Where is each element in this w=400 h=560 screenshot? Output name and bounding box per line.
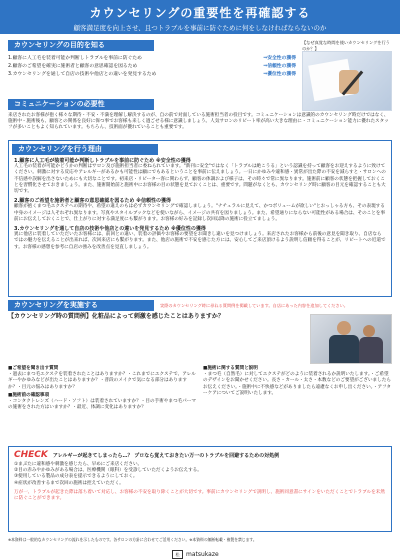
- check-item-2: ②目の赤みやかゆみがある場合は、医療機関（眼科）を受診していただくようお伝えする。: [14, 468, 202, 474]
- question-right: [203, 366, 392, 411]
- purpose-tag-2: ⇒信頼性の獲得: [263, 64, 296, 69]
- left-heading-2: ■施術前の確認事項: [8, 392, 50, 398]
- logo-icon: 松: [172, 550, 183, 559]
- purpose-list: [8, 55, 296, 79]
- purpose-tag-3: ⇒優位性の獲得: [263, 72, 296, 77]
- purpose-item-2: 2.顧客のご希望を確実に施術者と顧客の意思確認を図るため: [8, 64, 138, 69]
- question-left: [8, 366, 203, 411]
- reason-3-heading: 3.カウンセリングを通して自店の技術や他店との違いを発見するため ※優位性の獲得: [14, 226, 206, 233]
- logo-name: matsukaze: [186, 551, 219, 558]
- communication-section: [8, 99, 392, 132]
- check-item-4: ④症状が改善するまで次回の施術は控えていただく。: [14, 480, 124, 486]
- check-title: アレルギーが起きてしまったら…？ プロなら覚えておきたい万一のトラブルを回避するための対処例: [52, 453, 280, 459]
- reason-2-heading: 2.顧客のご希望を施術者と顧客の意思確認を図るため ※信頼性の獲得: [14, 198, 171, 205]
- right-heading: ■施術に関する質問と説明: [203, 366, 258, 371]
- communication-bar: コミュニケーションの必要性: [8, 99, 154, 110]
- practice-bar: カウンセリングを行う理由: [12, 144, 158, 155]
- check-list: [14, 462, 386, 502]
- purpose-item-3: 3.カウンセリングを通して自店の技術や他店との違いを発見するため: [8, 72, 157, 77]
- right-body: ・まつ毛（自然毛）に対してエクステがどのように装着されるか説明いたします。・ご希望のデザインをお聞かせください。長さ・カール・太さ・本数などのご要望がございましたらお伝えください。・施術中に不快感などがありましたら遠慮なくお申し出ください。・アフターケアについてご説明いたします。: [203, 372, 392, 396]
- implement-section: [8, 300, 392, 411]
- footer-notes: ※本資料は一般的なカウンセリングの流れを示したものです。各サロンの方針に合わせてご活用ください。※本資料の無断転載・複製を禁じます。: [8, 537, 257, 542]
- staff-photo: [310, 314, 392, 364]
- purpose-bar: カウンセリングの目的を知る: [8, 40, 154, 51]
- check-warning: 万が一、トラブルが起きた際は落ち着いて対応し、お客様の不安を取り除くことが大切です。事前にカウンセリングで説明し、施術同意書にサインをいただくことでトラブルを未然に防ぐことができます。: [14, 489, 385, 502]
- left-heading: ■ご希望を聞き出す質問: [8, 366, 59, 371]
- left-body-2: ・コンタクトレンズ（ハード・ソフト）は装着されていますか？・目の手術やまつ毛パーマの施術をされた方はいますか？・最近、体調に変化はありますか？: [8, 399, 196, 411]
- page-subtitle: 顧客満足度を向上させ、且つトラブルを事前に防ぐために何をしなければならないのか: [73, 24, 327, 32]
- question-columns: [8, 366, 392, 411]
- implement-bar: カウンセリングを実施する: [8, 300, 154, 311]
- check-label: CHECK: [14, 450, 48, 460]
- question-prompt: 【カウンセリング時の質問例】化粧品によって刺激を感じたことはありますか？: [8, 313, 224, 320]
- reason-1-text: 人工毛の装着が可能かどうかの判断はサロン及び施術担当者に委ねられています。"新刊に安全"ではなく「トラブルは絶こうる」という認識を持って顧客をお迎えするように致けてください。刺激に対する反応やアレルギーがあるかも可能性は顧にでもあるということを事前に伝えましょう。一日にかゆみや違和感・異常が出た際の不安を減らすと・サロンへの不信感や誤解を出さないためにも大切なことです。初来店・リピーター客に関わらず、顧客の体調および様子は、その時々で常に異なります。施術前に顧客の状態を把握しておくことを習慣化させておきましょう。また、施術開始前と施術中にお客様の目の状態を見ておくことは、重要です。問題がなくとも、カウンセリング時に顧客の目元を確認することも大切です。: [14, 164, 386, 195]
- reason-3-text: 異に他店に装着していただいたお客様には、前回との違い、装着の評価やお客様の要望をお聞きし違いを見つけましょう。来店されたお客様から前後の意見を聞き取り、自店ならではの魅力を伝えることが出来れば、次回来店にも繋がります。また、他店の施術で不安を感じた方には、安心してご来店頂けるよう説明し信頼を得ることが、リピートへの近道です。お客様の感想を参考に自店の強みを改善点を見直しましょう。: [14, 232, 386, 250]
- check-item-1: ①まぶたに違和感や刺激を感じたら、早めにご来店ください。: [14, 462, 143, 467]
- implement-note: 実際のカウンセリング時に尋ねる質問例を掲載しています。自店にあった内容を追加してください。: [160, 302, 348, 308]
- purpose-question: 【なぜ真覚な時間を使いカウンセリングを行うのか？】: [302, 40, 390, 51]
- practice-section: [8, 140, 392, 297]
- practice-body: [9, 155, 391, 254]
- check-section: [8, 446, 392, 532]
- left-body: ・過去にまつ毛エクステを装着されたことはありますか？・これまでにエクステで、アレルギーやかゆみなどが出たことはありますか？・普段のメイクで気になる部分はありますか？・目元の悩みはありますか？: [8, 372, 196, 390]
- communication-body: 来店されたお客様が抱く様々な期待・不安・不満を理解し解決するのが、自の前で対面している施術担当者の役目です。コミュニケーションは意識的のカウンセリング時だけではなく、施術中・施術後も、顧客との関係を良好に保つ事でお客様も来しく過ごせる様に意識しましょう。人気サロンのリピート率が高い大きな理由に・コミュニケーション能力に優れたスタッフが多いこともよく知られています。もちろん、技術面が優れていることも重要です。: [8, 113, 389, 131]
- reason-1-heading: 1.顧客に人工毛が装着可能か判断しトラブルを事前に防ぐため ※安全性の獲得: [14, 158, 191, 164]
- purpose-tag-1: ⇒安全性の獲得: [263, 56, 296, 61]
- check-item-3: ③使用している製品の成分表を提示できるようにしておく。: [14, 474, 138, 480]
- purpose-item-1: 1.顧客に人工毛を装着可能か判断しトラブルを事前に防ぐため: [8, 56, 142, 61]
- reason-2-text: 顧客が抱くまつ毛エクステへの期待や、希望の違えのもは必ずカウンセリングで確認しましょう。"ナチュラルに見えて、かつボリュームが欲しい"とおっしゃる方も、その表現する中身のイメージは人それぞれ異なります。写真やスタイルブックなどを使いながら、イメージの共有を図りましょう。また、希望通りにならない可能性がある場合は、そのことを事前にお伝えしておくことで、仕上がりに対する満足度にも繋がります。お客様の好みを記録し次回以降の施術に役立てましょう。: [14, 204, 386, 222]
- page-title: カウンセリングの重要性を再確認する: [89, 6, 311, 20]
- header: [0, 0, 400, 34]
- brand-logo: [172, 550, 219, 559]
